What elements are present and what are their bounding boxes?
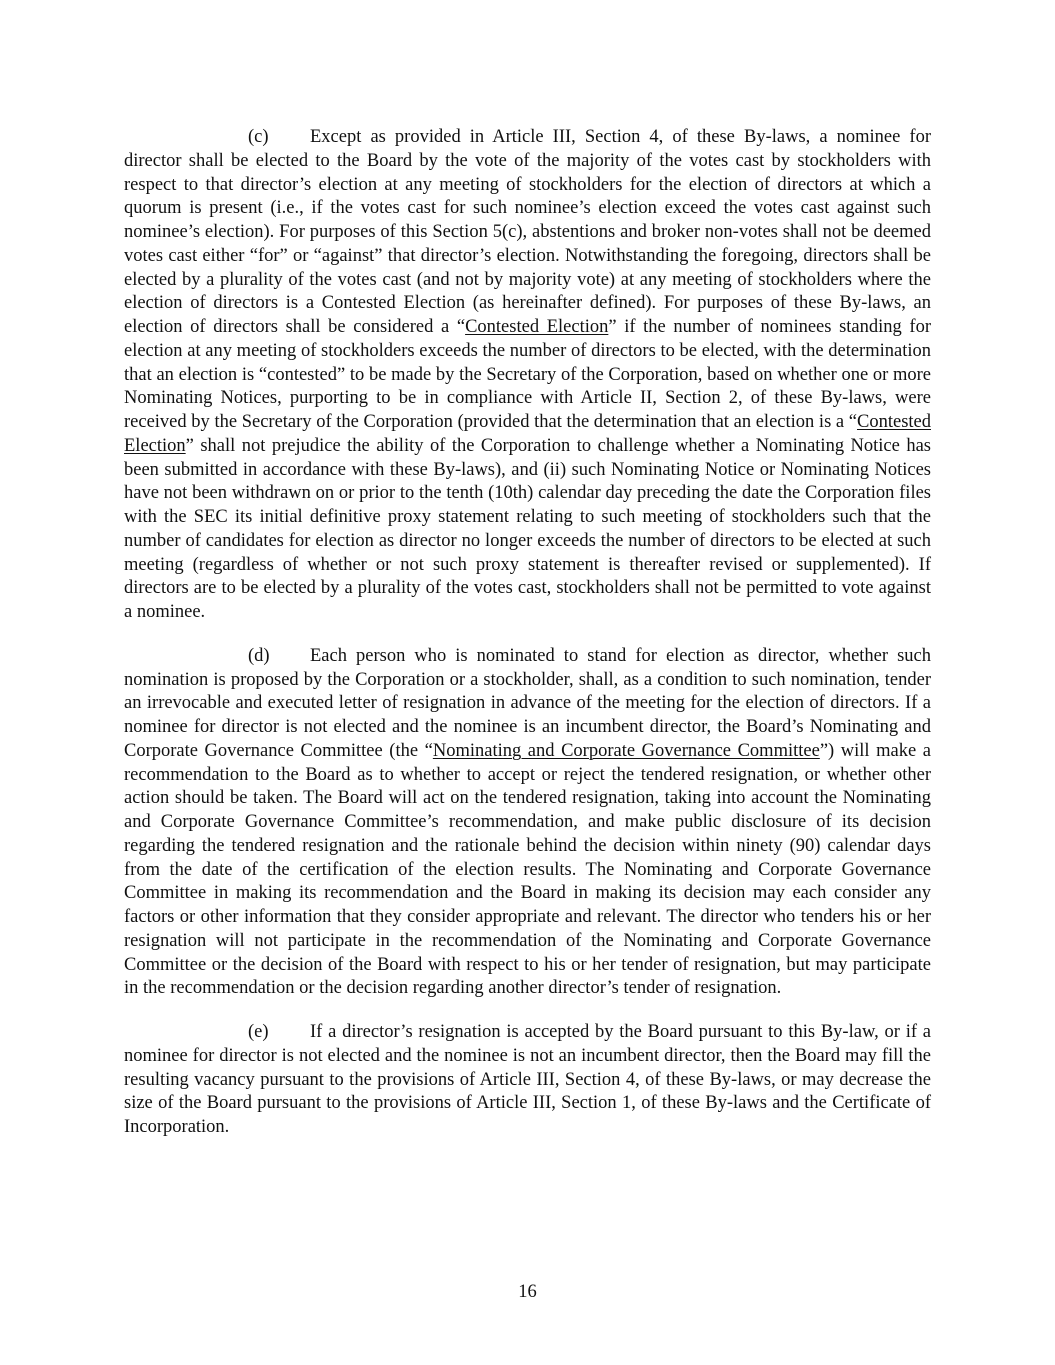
paragraph-text: ” if the number of nominees standing for election at any meeting of stockholders exceeds the number of directors to be elected, with the determination that an election is “contested” to be made by the Secretary of the Corporation, based on whether one or more Nominating Notices, purporting to be in compliance with Article II, Section 2, of these By-laws, were received by the Secretary of the Corporation (provided that the determination that an election is a “ [124,317,931,432]
paragraph-c [124,126,931,625]
paragraph-text: Each person who is nominated to stand for election as director, whether such nomination is proposed by the Corporation or a stockholder, shall, as a condition to such nomination, tender an irrevocable and executed letter of resignation in advance of the meeting for the election of directors. If a nominee for director is not elected and the nominee is an incumbent director, the Board’s Nominating and Corporate Governance Committee (the “ [124,645,931,761]
paragraph-d [124,645,931,1001]
paragraph-label: (e) [248,1022,269,1042]
paragraph-text: If a director’s resignation is accepted by the Board pursuant to this By-law, or if a nominee for director is not elected and the nominee is not an incumbent director, then the Board may fill the resulting vacancy pursuant to the provisions of Article III, Section 4, of these By-laws, or may decrease the size of the Board pursuant to the provisions of Article III, Section 1, of these By-laws and the Certificate of Incorporation. [124,1022,931,1137]
page-number: 16 [518,1282,537,1302]
defined-term: Contested Election [465,317,609,337]
paragraph-text: ” shall not prejudice the ability of the Corporation to challenge whether a Nominating Notice has been submitted in accordance with these By-laws), and (ii) such Nominating Notice or Nominating Notices have not been withdrawn on or prior to the tenth (10th) calendar day preceding the date the Corporation files with the SEC its initial definitive proxy statement relating to such meeting of stockholders such that the number of candidates for election as director no longer exceeds the number of directors to be elected at such meeting (regardless of whether or not such proxy statement is thereafter revised or supplemented). If directors are to be elected by a plurality of the votes cast, stockholders shall not be permitted to vote against a nominee. [124,435,931,622]
paragraph-label: (d) [248,645,270,666]
paragraph-text: ”) will make a recommendation to the Board as to whether to accept or reject the tendered resignation, or whether other action should be taken. The Board will act on the tendered resignation, taking into account the Nominating and Corporate Governance Committee’s recommendation, and make public disclosure of its decision regarding the tendered resignation and the rationale behind the decision within ninety (90) calendar days from the date of the certification of the election results. The Nominating and Corporate Governance Committee in making its recommendation and the Board in making its decision may each consider any factors or other information that they consider appropriate and relevant. The director who tenders his or her resignation will not participate in the recommendation of the Nominating and Corporate Governance Committee or the decision of the Board with respect to his or her tender of resignation, but may participate in the recommendation or the decision regarding another director’s tender of resignation. [124,740,931,999]
paragraph-label: (c) [248,127,269,147]
document-page [124,126,931,1160]
defined-term: Nominating and Corporate Governance Committee [432,740,820,761]
defined-term: Contested Election [124,412,931,456]
paragraph-e [124,1021,931,1140]
paragraph-text: Except as provided in Article III, Section 4, of these By-laws, a nominee for director shall be elected to the Board by the vote of the majority of the votes cast by stockholders with respect to that director’s election at any meeting of stockholders for the election of directors at which a quorum is present (i.e., if the votes cast for such nominee’s election exceed the votes cast against such nominee’s election). For purposes of this Section 5(c), abstentions and broker non-votes shall not be deemed votes cast either “for” or “against” that director’s election. Notwithstanding the foregoing, directors shall be elected by a plurality of the votes cast (and not by majority vote) at any meeting of stockholders where the election of directors is a Contested Election (as hereinafter defined). For purposes of these By-laws, an election of directors shall be considered a “ [124,127,931,337]
